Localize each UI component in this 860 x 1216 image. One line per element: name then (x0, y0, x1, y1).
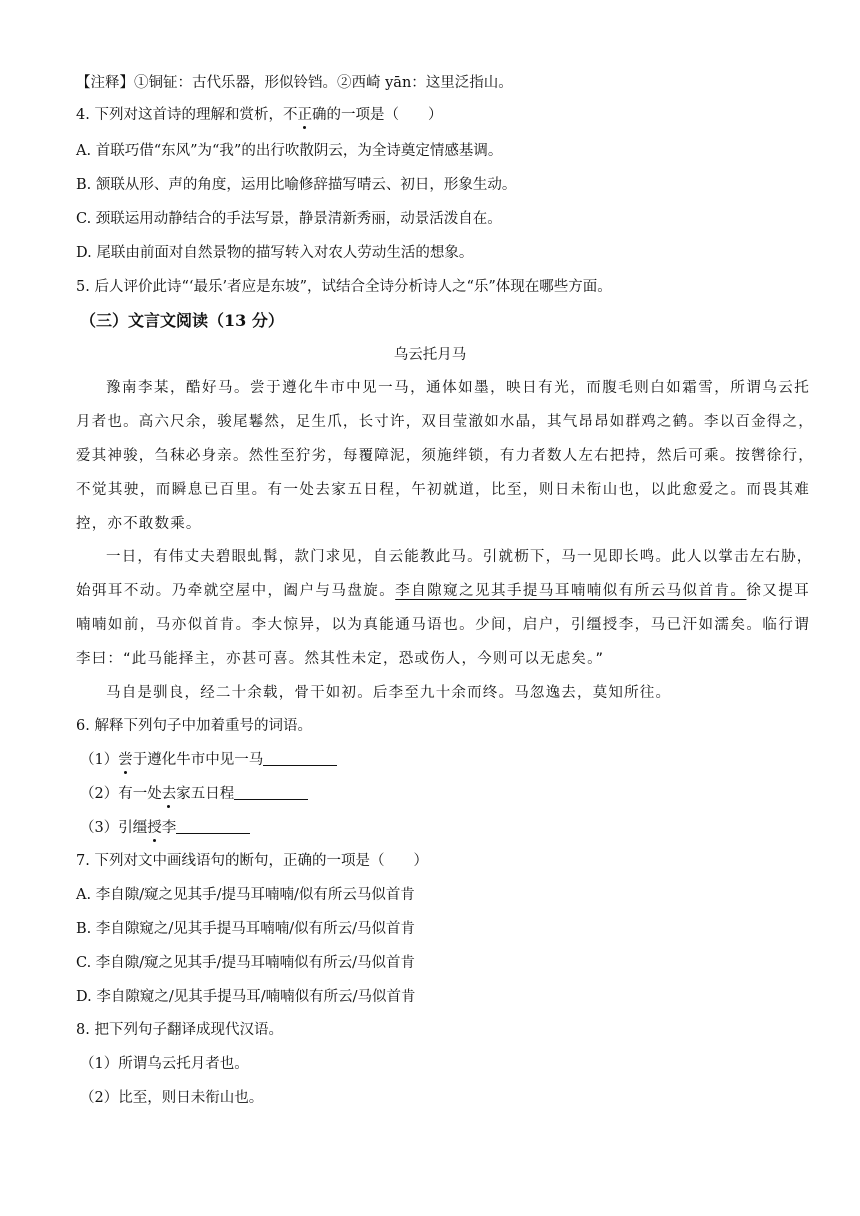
question-7-option-b: B. 李自隙窥之/见其手提马耳喃喃/似有所云/马似首肯 (76, 921, 416, 937)
question-7-option-a: A. 李自隙/窥之见其手/提马耳喃喃/似有所云马似首肯 (76, 887, 415, 903)
item-prefix: （2）有一处 (80, 786, 162, 802)
item-text: 家五日程 (176, 786, 235, 802)
question-4-stem-a: 4. 下列对这首诗的理解和赏析， (76, 107, 283, 123)
question-6-stem: 6. 解释下列句子中加着重号的词语。 (76, 718, 312, 734)
emphasis-word: 尝 (118, 752, 133, 768)
passage-text: 徐又提耳 (746, 583, 810, 599)
passage-line: 李曰：“此马能择主，亦甚可喜。然其性未定，恐或伤人，今则可以无虑矣。” (76, 651, 605, 667)
emphasis-word: 授 (147, 820, 162, 836)
question-4-stem (76, 105, 804, 125)
item-text: 李 (161, 820, 177, 836)
annotation-note: 【注释】①铜钲：古代乐器，形似铃铛。②西崎 yān：这里泛指山。 (76, 75, 513, 91)
question-4-option-b: B. 颔联从形、声的角度，运用比喻修辞描写晴云、初日，形象生动。 (76, 177, 517, 193)
emphasis-text: 不正确 (282, 107, 327, 123)
question-7-stem: 7. 下列对文中画线语句的断句，正确的一项是（ ） (76, 853, 428, 869)
passage-line: 爱其神骏，刍秣必身亲。然性至狞劣，每覆障泥，须施绊锁，有力者数人左右把持，然后可乘。按辔徐行， (76, 448, 814, 464)
passage-line: 月者也。高六尺余，骏尾鬈然，足生爪，长寸许，双目莹澈如水晶，其气昂昂如群鸡之鹤。李以百金得之， (76, 414, 814, 430)
question-4-option-d: D. 尾联由前面对自然景物的描写转入对农人劳动生活的想象。 (76, 245, 474, 261)
question-4-emphasis (283, 107, 327, 123)
question-6-item-3 (80, 818, 804, 838)
passage-line-underlined (76, 581, 810, 601)
passage-line: 喃喃如前，马亦似首肯。李大惊异，以为真能通马语也。少间，启户，引缰授李，马已汗如濡矣。临行谓 (76, 617, 810, 633)
answer-blank[interactable] (234, 785, 308, 800)
passage-line: 不觉其驶，而瞬息已百里。有一处去家五日程，午初就道，比至，则日未衔山也，以此愈爱之。而畏其难 (76, 482, 810, 498)
question-6-item-2 (80, 784, 804, 804)
emphasis-word: 去 (161, 786, 177, 802)
passage-title: 乌云托月马 (393, 347, 467, 363)
item-prefix: （3）引缰 (80, 820, 148, 836)
question-4-stem-c: 的一项是（ ） (326, 107, 443, 123)
question-6-item-1 (80, 750, 804, 770)
question-7-option-d: D. 李自隙窥之/见其手提马耳/喃喃似有所云/马似首肯 (76, 989, 416, 1005)
passage-line: 控，亦不敢数乘。 (76, 516, 202, 532)
question-4-option-a: A. 首联巧借“东风”为“我”的出行吹散阴云，为全诗奠定情感基调。 (76, 143, 503, 159)
answer-blank[interactable] (263, 751, 337, 766)
section-heading: （三）文言文阅读（13 分） (80, 311, 284, 330)
item-prefix: （1） (80, 752, 119, 768)
question-8-stem: 8. 把下列句子翻译成现代汉语。 (76, 1022, 283, 1038)
question-5: 5. 后人评价此诗“‘最乐’者应是东坡”，试结合全诗分析诗人之“乐”体现在哪些方面。 (76, 279, 612, 295)
passage-line: 马自是驯良，经二十余载，骨干如初。后李至九十余而终。马忽逸去，莫知所往。 (106, 685, 672, 701)
question-7-option-c: C. 李自隙/窥之见其手/提马耳喃喃似有所云/马似首肯 (76, 955, 415, 971)
answer-blank[interactable] (176, 819, 250, 834)
passage-text: 始弭耳不动。乃牵就空屋中，阖户与马盘旋。 (76, 583, 396, 599)
passage-line: 豫南李某，酷好马。尝于遵化牛市中见一马，通体如墨，映日有光，而腹毛则白如霜雪，所谓乌云托 (106, 380, 810, 396)
question-8-item-2: （2）比至，则日未衔山也。 (80, 1090, 264, 1106)
item-text: 于遵化牛市中见一马 (132, 752, 264, 768)
underlined-sentence: 李自隙窥之见其手提马耳喃喃似有所云马似首肯。 (395, 583, 747, 599)
question-8-item-1: （1）所谓乌云托月者也。 (80, 1056, 249, 1072)
question-4-option-c: C. 颈联运用动静结合的手法写景，静景清新秀丽，动景活泼自在。 (76, 211, 502, 227)
passage-line: 一日，有伟丈夫碧眼虬髯，款门求见，自云能教此马。引就枥下，马一见即长鸣。此人以掌击左右胁， (106, 549, 813, 565)
